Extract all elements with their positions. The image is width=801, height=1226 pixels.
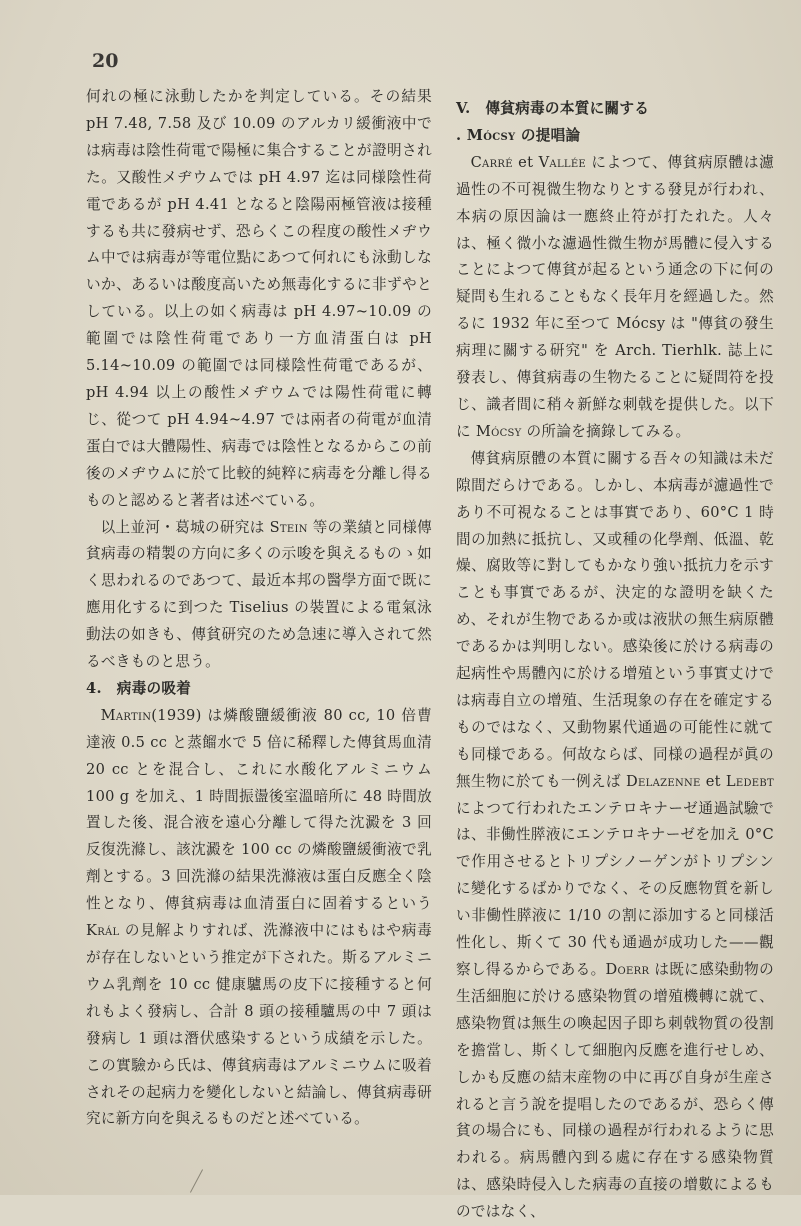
text-segment: (1939) は燐酸鹽緩衝液 80 cc, 10 倍曹達液 0.5 cc と蒸餾水で 5 倍に稀釋した傳貧馬血清 20 cc とを混合し、これに水酸化アルミニウム 100 g を加え、1 時間振盪後室溫暗所に 48 時間放置した後、混合液を遠心分離して得た沈澱を 3 回反復洗滌し、該沈澱を 100 cc の燐酸鹽緩衝液で乳劑とする。3 回洗滌の結果洗滌液は蛋白反應全く陰性となり、傳貧病毒は血清蛋白に固着するという <box>86 706 432 913</box>
text-segment: の提唱論 <box>515 126 581 144</box>
right-column <box>456 96 775 1221</box>
paragraph-electrophoresis-results: 何れの極に泳動したかを判定している。その結果 pH 7.48, 7.58 及び 10.09 のアルカリ緩衝液中では病毒は陰性荷電で陽極に集合することが證明された。又酸性メヂウムでは pH 4.97 迄は同様陰性荷電であるが pH 4.41 となると陰陽兩極管液は接種するも共に發病せず、恐らくこの程度の酸性メヂウム中では病毒が等電位點にあつて何れにも泳動しないか、あるいは酸度高いため無毒化するに非ずやとしている。以上の如く病毒は pH 4.97~10.09 の範圍では陰性荷電であり一方血清蛋白は pH 5.14~10.09 の範圍では同様陰性荷電であるが、pH 4.94 以上の酸性メヂウムでは陽性荷電に轉じ、從つて pH 4.94~4.97 では兩者の荷電が血清蛋白では大體陽性、病毒では陰性となるからこの前後のメヂウムに於て比較的純粹に病毒を分離し得るものと認めると著者は述べている。 <box>86 88 432 509</box>
author-name: Carré <box>470 153 513 171</box>
paragraph-adsorption <box>86 703 432 1134</box>
author-name: Vallée <box>538 153 587 171</box>
text-segment: 等の業績と同様傳貧病毒の精製の方向に多くの示唆を與えるものゝ如く思われるのであつて、最近本邦の醫學方面で既に應用化するに到つた Tiselius の裝置による電氣泳動法の如きも、傳貧研究のため急速に導入されて然るべきものと思う。 <box>86 518 432 671</box>
left-column <box>86 84 432 1164</box>
author-name: Král <box>86 922 120 940</box>
text-segment: によつて、傳貧病原體は濾過性の不可視微生物なりとする發見が行われ、本病の原因論は一應終止符が打たれた。人々は、極く微小な濾過性微生物が馬體に侵入することによつて傳貧が起るという通念の下に何の疑問も生れることもなく長年月を經過した。然るに 1932 年に至つて Mócsy は "傳貧の發生病理に關する研究" を Arch. Tierhlk. 誌上に發表し、傳貧病毒の生物たることに疑問符を投じ、識者間に稍々新鮮な刺戟を提供した。以下に <box>456 153 775 440</box>
author-name: Delazenne <box>626 772 701 790</box>
text-segment: によつて行われたエンテロキナーゼ通過試驗では、非働性膵液にエンテロキナーゼを加え 0°C で作用させるとトリプシノーゲンがトリプシンに變化するばかりでなく、その反應物質を新しい非働性膵液に 1/10 の割に添加すると同様活性化し、斯くて 30 代も通過が成功した——觀察し得るからである。 <box>456 799 774 978</box>
page-number: 20 <box>92 50 119 72</box>
section-heading: 4. 病毒の吸着 <box>86 679 192 697</box>
author-name: Martin <box>100 706 152 724</box>
text-segment: 以上並河・葛城の研究は <box>100 518 270 536</box>
text-segment: et <box>512 153 539 171</box>
paragraph-research-significance <box>86 515 432 676</box>
author-name: Ledebt <box>725 772 774 790</box>
text-segment: et <box>700 772 726 790</box>
text-segment: 傳貧病原體の本質に關する吾々の知識は未だ隙間だらけである。しかし、本病毒が濾過性であり不可視なることは事實であり、60°C 1 時間の加熱に抵抗し、又或種の化學劑、低溫、乾燥、腐敗等に對してもかなり強い抵抗力を示すことも事實であるが、決定的な證明を缺くため、それが生物であるか或は液狀の無生病原體であるかは判明しない。感染後に於ける病毒の起病性や馬體內に於ける增殖という事實丈けでは病毒自立の增殖、生活現象の存在を確定するものではなく、又動物累代通過の可能性に就ても同様である。何故ならば、同様の過程が眞の無生物に於ても一例えば <box>456 449 774 790</box>
chapter-title: V. 傳貧病毒の本質に關する <box>456 100 650 117</box>
paragraph-history <box>456 150 774 446</box>
text-segment: の所論を摘錄してみる。 <box>521 422 691 440</box>
author-name: Stein <box>269 518 308 536</box>
chapter-subtitle: . Mócsy の提唱論 <box>456 126 581 144</box>
text-segment: の見解よりすれば、洗滌液中にはもはや病毒が存在しないという推定が下された。斯るアルミニウム乳劑を 10 cc 健康驢馬の皮下に接種すると何れもよく發病し、合計 8 頭の接種驢馬の中 7 頭は發病し 1 頭は潛伏感染するという成績を示した。この實驗から氏は、傳貧病毒はアルミニウムに吸着されその起病力を變化しないと結論し、傳貧病毒研究に新方向を與えるものだと述べている。 <box>86 922 432 1128</box>
page-crease-mark <box>190 1169 203 1192</box>
author-name: Doerr <box>605 961 650 978</box>
author-name: Mócsy <box>466 126 516 144</box>
text-segment: は既に感染動物の生活細胞に於ける感染物質の增殖機轉に就て、感染物質は無生の喚起因子即ち刺戟物質の役割を擔當し、斯くして細胞內反應を進行せしめ、しかも反應の結末産物の中に再び自身が生産されると言う說を提唱したのであるが、恐らく傳貧の場合にも、同様の過程が行われるように思われる。病馬體內到る處に存在する感染物質は、感染時侵入した病毒の直接の增數によるものではなく、 <box>456 961 774 1221</box>
paragraph-nature-of-pathogen <box>456 446 774 1226</box>
author-name: Mócsy <box>475 422 522 440</box>
